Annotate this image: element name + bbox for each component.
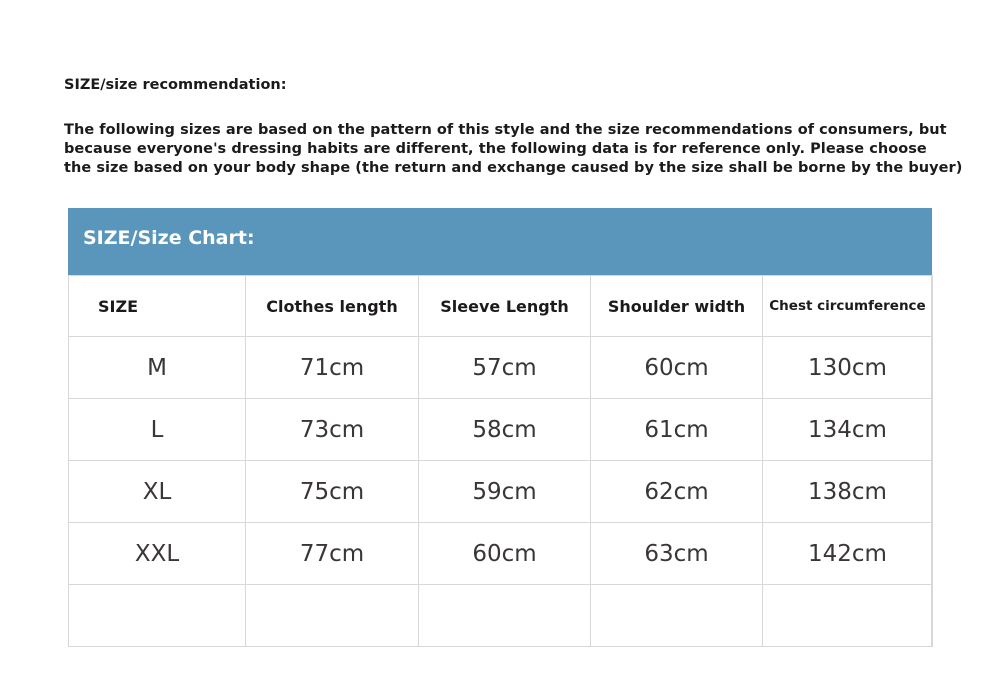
column-header-clothes-length: Clothes length: [246, 276, 419, 337]
table-row: [69, 523, 933, 585]
table-header-row: [69, 276, 933, 337]
section-heading: SIZE/size recommendation:: [64, 77, 287, 93]
empty-cell: [419, 585, 591, 647]
empty-cell: [591, 585, 763, 647]
sleeve-length-cell: 59cm: [419, 461, 591, 523]
intro-line: The following sizes are based on the pattern of this style and the size recommendations of consumers, but: [64, 122, 947, 138]
chest-circumference-cell: 130cm: [763, 337, 933, 399]
chest-circumference-cell: 138cm: [763, 461, 933, 523]
sleeve-length-cell: 58cm: [419, 399, 591, 461]
shoulder-width-cell: 63cm: [591, 523, 763, 585]
size-cell: L: [69, 399, 246, 461]
chest-circumference-cell: 142cm: [763, 523, 933, 585]
shoulder-width-cell: 61cm: [591, 399, 763, 461]
chest-circumference-cell: 134cm: [763, 399, 933, 461]
table-row: [69, 337, 933, 399]
shoulder-width-cell: 60cm: [591, 337, 763, 399]
column-header-size: SIZE: [69, 276, 246, 337]
sleeve-length-cell: 60cm: [419, 523, 591, 585]
intro-line: the size based on your body shape (the return and exchange caused by the size shall be borne by the buyer): [64, 160, 963, 176]
clothes-length-cell: 77cm: [246, 523, 419, 585]
column-header-sleeve-length: Sleeve Length: [419, 276, 591, 337]
table-row: [69, 461, 933, 523]
table-row-empty: [69, 585, 933, 647]
clothes-length-cell: 71cm: [246, 337, 419, 399]
column-header-shoulder-width: Shoulder width: [591, 276, 763, 337]
sleeve-length-cell: 57cm: [419, 337, 591, 399]
size-chart: [68, 208, 932, 647]
size-cell: M: [69, 337, 246, 399]
intro-paragraph: [64, 121, 963, 178]
empty-cell: [69, 585, 246, 647]
table-row: [69, 399, 933, 461]
size-chart-title: SIZE/Size Chart:: [83, 227, 255, 249]
clothes-length-cell: 75cm: [246, 461, 419, 523]
size-cell: XXL: [69, 523, 246, 585]
column-header-chest-circumference: Chest circumference: [763, 276, 933, 337]
intro-line: because everyone's dressing habits are different, the following data is for reference only. Please choose: [64, 141, 927, 157]
size-cell: XL: [69, 461, 246, 523]
clothes-length-cell: 73cm: [246, 399, 419, 461]
size-table: [68, 275, 933, 647]
empty-cell: [246, 585, 419, 647]
empty-cell: [763, 585, 933, 647]
size-chart-banner: [68, 208, 932, 275]
shoulder-width-cell: 62cm: [591, 461, 763, 523]
